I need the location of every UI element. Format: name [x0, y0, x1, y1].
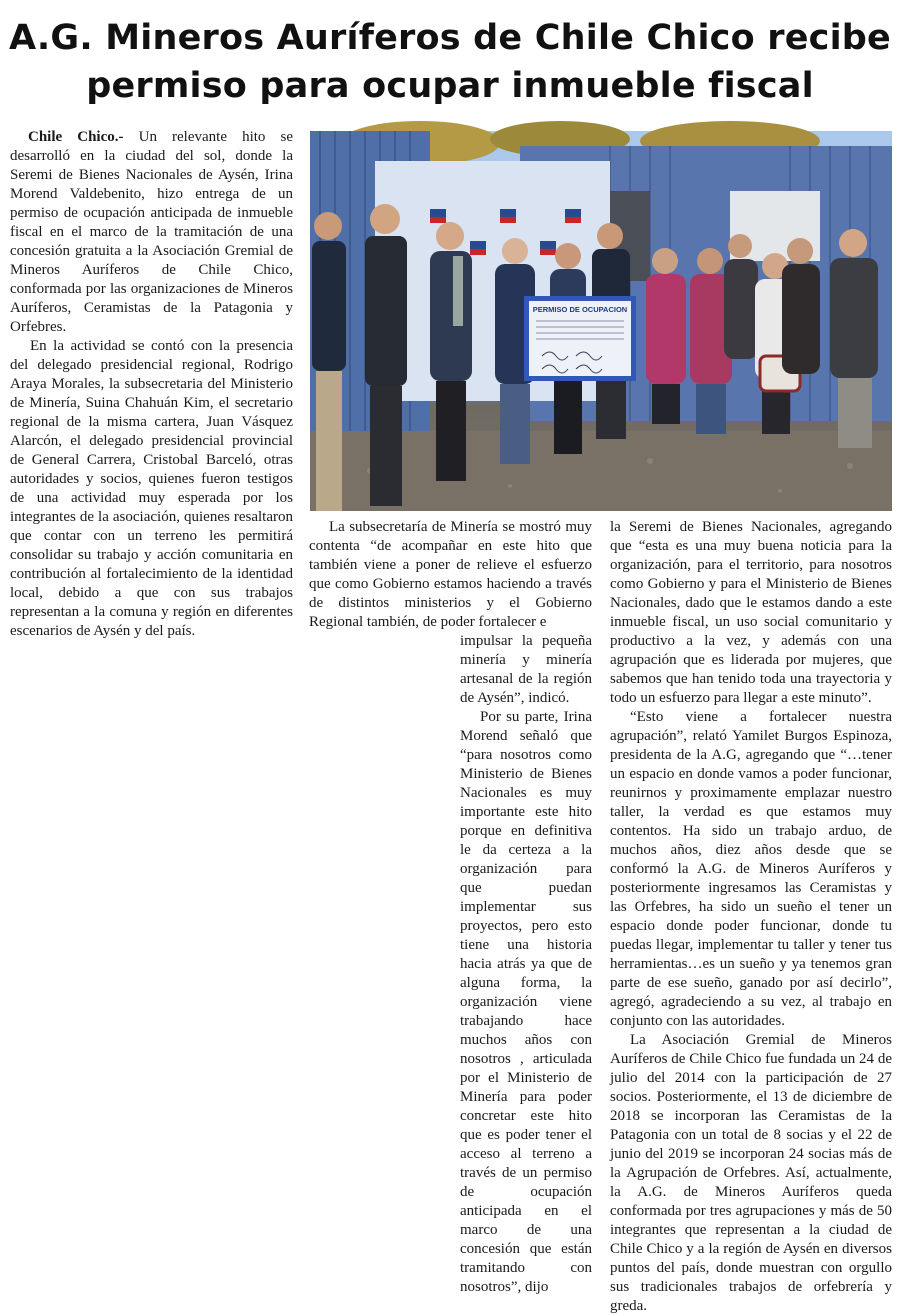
dateline: Chile Chico.-	[28, 129, 124, 145]
column-1	[10, 128, 293, 641]
paragraph: Por su parte, Irina Morend señaló que “para nosotros como Ministerio de Bienes Nacionales es muy importante este hito porque en definitiva le da certeza a la organización para que puedan implementar sus proyectos, pero esto tiene una historia hacia atrás ya que de alguna forma, la organización viene trabajando hace muchos años con nosotros , articulada por el Ministerio de Minería para poder concretar este hito que es poder tener el acceso al terreno a través de un permiso de ocupación anticipada en el marco de una concesión que están tramitando con nosotros”, dijo	[460, 709, 592, 1295]
headline	[0, 14, 900, 110]
paragraph: En la actividad se contó con la presencia del delegado presidencial regional, Rodrigo Araya Morales, la subsecretaria del Ministerio de Minería, Suina Chahuán Kim, el secretario regional de la misma cartera, Juan Vásquez Alarcón, el delegado presidencial provincial de General Carrera, Cristobal Barceló, otras autoridades y socios, quienes fueron testigos de una actividad muy esperada por los integrantes de la asociación, quienes resaltaron que contar con un terreno les permitirá consolidar su trabajo y acción comunitaria en contribución al fortalecimiento de la identidad local, debido a que con sus trabajos representan a la comuna y región en diferentes escenarios de Aysén y del país.	[10, 338, 293, 639]
column-2-top	[309, 518, 592, 632]
permit-sign-title: PERMISO DE OCUPACION	[532, 305, 628, 314]
paragraph-text: Un relevante hito se desarrolló en la ciudad del sol, donde la Seremi de Bienes Nacionales de Aysén, Irina Morend Valdebenito, hizo entrega de un permiso de ocupación anticipada de inmueble fiscal en el marco de la tramitación de una concesión gratuita a la Asociación Gremial de Mineros Auríferos de Chile Chico, conformada por las organizaciones de Mineros Auríferos, Ceramistas de la Patagonia y Orfebres.	[10, 129, 294, 335]
paragraph: impulsar la pequeña minería y minería artesanal de la región de Aysén”, indicó.	[460, 633, 592, 706]
paragraph	[10, 128, 293, 337]
headline-line-1: A.G. Mineros Auríferos de Chile Chico recibe	[8, 18, 891, 58]
paragraph: La Asociación Gremial de Mineros Auríferos de Chile Chico fue fundada un 24 de julio del 2014 con la participación de 27 socios. Posteriormente, el 13 de diciembre de 2018 se incorporan las Ceramistas de la Patagonia con un total de 8 socias y el 22 de junio del 2019 se incorporan 24 socias más de la Agrupación de Orfebres. Así, actualmente, la A.G. de Mineros Auríferos queda conformada por tres agrupaciones y más de 50 integrantes que representan a la ciudad de Chile Chico y a la región de Aysén en diversos puntos del país, donde muestran con orgullo sus tradicionales trabajos de orfebrería y greda.	[610, 1032, 892, 1314]
event-photo	[310, 131, 892, 511]
photo-illustration	[310, 131, 892, 511]
column-2-narrow	[460, 632, 592, 1297]
paragraph: “Esto viene a fortalecer nuestra agrupación”, relató Yamilet Burgos Espinoza, presidenta de la A.G, agregando que “…tener un espacio en donde vamos a poder funcionar, reunirnos y proximamente emplazar nuestro taller, la verdad es que estamos muy contentos. Ha sido un trabajo arduo, de muchos años, diez años desde que se conformó la A.G. de Mineros Auríferos y posteriormente ingresamos las Ceramistas y las Orfebres, ha sido un sueño el tener un espacio donde poder funcionar, donde tu puedas llegar, implementar tu taller y tener tus herramientas…es un sueño y ya tenemos gran parte de ese sueño, ganado por así decirlo”, agregó, agradeciendo a su vez, al trabajo en conjunto con las autoridades.	[610, 709, 892, 1029]
column-3	[610, 518, 892, 1316]
headline-line-2: permiso para ocupar inmueble fiscal	[86, 66, 814, 106]
paragraph: La subsecretaría de Minería se mostró muy contenta “de acompañar en este hito que también viene a poner de relieve el esfuerzo que como Gobierno estamos haciendo a través de distintos ministerios y el Gobierno Regional también, de poder fortalecer e	[309, 519, 592, 630]
paragraph: la Seremi de Bienes Nacionales, agregando que “esta es una muy buena noticia para la organización, para el territorio, para nosotros como Gobierno y para el Ministerio de Bienes Nacionales, dado que le estamos dando a este inmueble fiscal, un uso social comunitario y productivo a la vez, y además con una agrupación que es liderada por mujeres, que sabemos que han tenido toda una trayectoria y todo un esfuerzo para llegar a este minuto”.	[610, 519, 892, 706]
